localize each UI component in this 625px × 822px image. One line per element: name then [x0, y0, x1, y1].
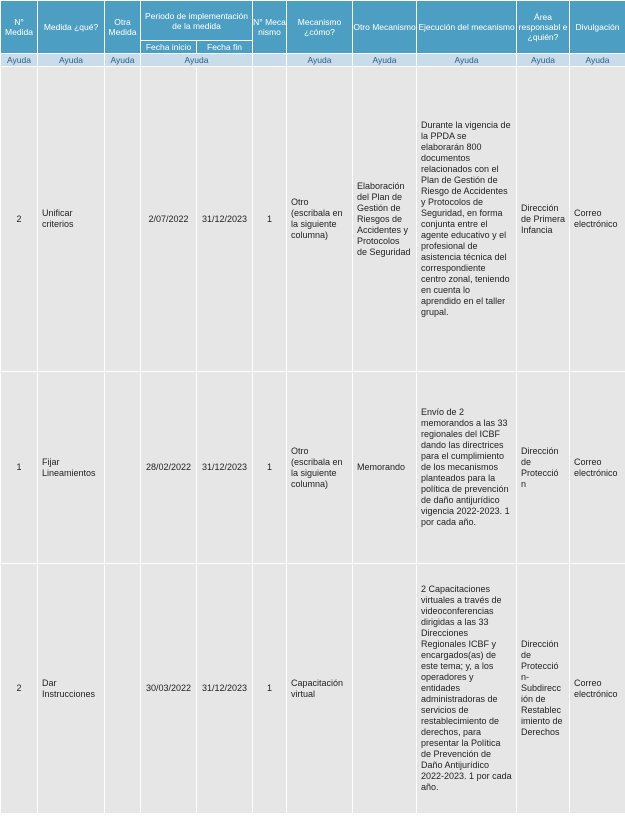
cell-n-medida: 1	[1, 372, 38, 564]
cell-area: Dirección de Protecció n- Subdirecc ión de Restablec imiento de Derechos	[517, 564, 570, 814]
cell-divulgacion: Correo electrónico	[570, 564, 625, 814]
cell-fecha-inicio: 28/02/2022	[141, 372, 197, 564]
cell-otra-medida	[105, 372, 141, 564]
header-row	[1, 1, 625, 41]
header-fecha-fin: Fecha fin	[197, 41, 253, 54]
cell-mecanismo: Capacitación virtual	[287, 564, 353, 814]
help-link[interactable]: Ayuda	[417, 54, 517, 67]
header-mecanismo: Mecanismo ¿cómo?	[287, 1, 353, 54]
cell-medida: Fijar Lineamientos	[38, 372, 105, 564]
cell-n-medida: 2	[1, 564, 38, 814]
table-row	[1, 372, 625, 564]
cell-otra-medida	[105, 564, 141, 814]
cell-otro-mecanismo: Memorando	[353, 372, 417, 564]
cell-ejecucion: Durante la vigencia de la PPDA se elaborarán 800 documentos relacionados con el Plan de Gestión de Riesgo de Accidentes y Protocolos de Seguridad, en forma conjunta entre el agente educativo y el profesional de asistencia técnica del correspondiente centro zonal, teniendo en cuenta lo aprendido en el taller grupal.	[417, 67, 517, 372]
help-link[interactable]: Ayuda	[105, 54, 141, 67]
cell-mecanismo: Otro (escribala en la siguiente columna)	[287, 67, 353, 372]
help-link[interactable]: Ayuda	[517, 54, 570, 67]
help-row	[1, 54, 625, 67]
cell-mecanismo: Otro (escribala en la siguiente columna)	[287, 372, 353, 564]
header-periodo: Periodo de implementación de la medida	[141, 1, 253, 41]
header-n-mecanismo: N° Meca nismo	[253, 1, 287, 54]
cell-fecha-fin: 31/12/2023	[197, 67, 253, 372]
table-row	[1, 67, 625, 372]
cell-medida: Unificar criterios	[38, 67, 105, 372]
cell-divulgacion: Correo electrónico	[570, 372, 625, 564]
cell-n-mecanismo: 1	[253, 67, 287, 372]
cell-n-mecanismo: 1	[253, 372, 287, 564]
help-link[interactable]: Ayuda	[353, 54, 417, 67]
header-medida: Medida ¿qué?	[38, 1, 105, 54]
cell-n-mecanismo: 1	[253, 564, 287, 814]
cell-area: Dirección de Protecció n	[517, 372, 570, 564]
help-link[interactable]: Ayuda	[38, 54, 105, 67]
header-otro-mecanismo: Otro Mecanismo	[353, 1, 417, 54]
cell-ejecucion: Envío de 2 memorandos a las 33 regionales del ICBF dando las directrices para el cumplimiento de los mecanismos planteados para la política de prevención de daño antijurídico vigencia 2022-2023. 1 por cada año.	[417, 372, 517, 564]
cell-fecha-inicio: 2/07/2022	[141, 67, 197, 372]
cell-medida: Dar Instrucciones	[38, 564, 105, 814]
header-ejecucion: Ejecución del mecanismo	[417, 1, 517, 54]
help-link[interactable]: Ayuda	[570, 54, 625, 67]
header-n-medida: N° Medida	[1, 1, 38, 54]
cell-ejecucion: 2 Capacitaciones virtuales a través de videoconferencias dirigidas a las 33 Direcciones Regionales ICBF y encargados(as) de este tema; y, a los operadores y entidades administradoras de servicios de restablecimiento de derechos, para presentar la Política de Prevención de Daño Antijurídico 2022-2023. 1 por cada año.	[417, 564, 517, 814]
cell-otro-mecanismo: Elaboración del Plan de Gestión de Riesgos de Accidentes y Protocolos de Seguridad	[353, 67, 417, 372]
header-otra-medida: Otra Medida	[105, 1, 141, 54]
help-link[interactable]: Ayuda	[1, 54, 38, 67]
cell-n-medida: 2	[1, 67, 38, 372]
cell-divulgacion: Correo electrónico	[570, 67, 625, 372]
table-row	[1, 564, 625, 814]
header-area: Área responsabl e ¿quién?	[517, 1, 570, 54]
help-link[interactable]: Ayuda	[141, 54, 253, 67]
cell-otra-medida	[105, 67, 141, 372]
cell-fecha-fin: 31/12/2023	[197, 372, 253, 564]
help-link[interactable]: Ayuda	[287, 54, 353, 67]
cell-otro-mecanismo	[353, 564, 417, 814]
header-fecha-inicio: Fecha inicio	[141, 41, 197, 54]
header-divulgacion: Divulgación	[570, 1, 625, 54]
cell-fecha-fin: 31/12/2023	[197, 564, 253, 814]
cell-fecha-inicio: 30/03/2022	[141, 564, 197, 814]
help-cell-empty	[253, 54, 287, 67]
cell-area: Dirección de Primera Infancia	[517, 67, 570, 372]
